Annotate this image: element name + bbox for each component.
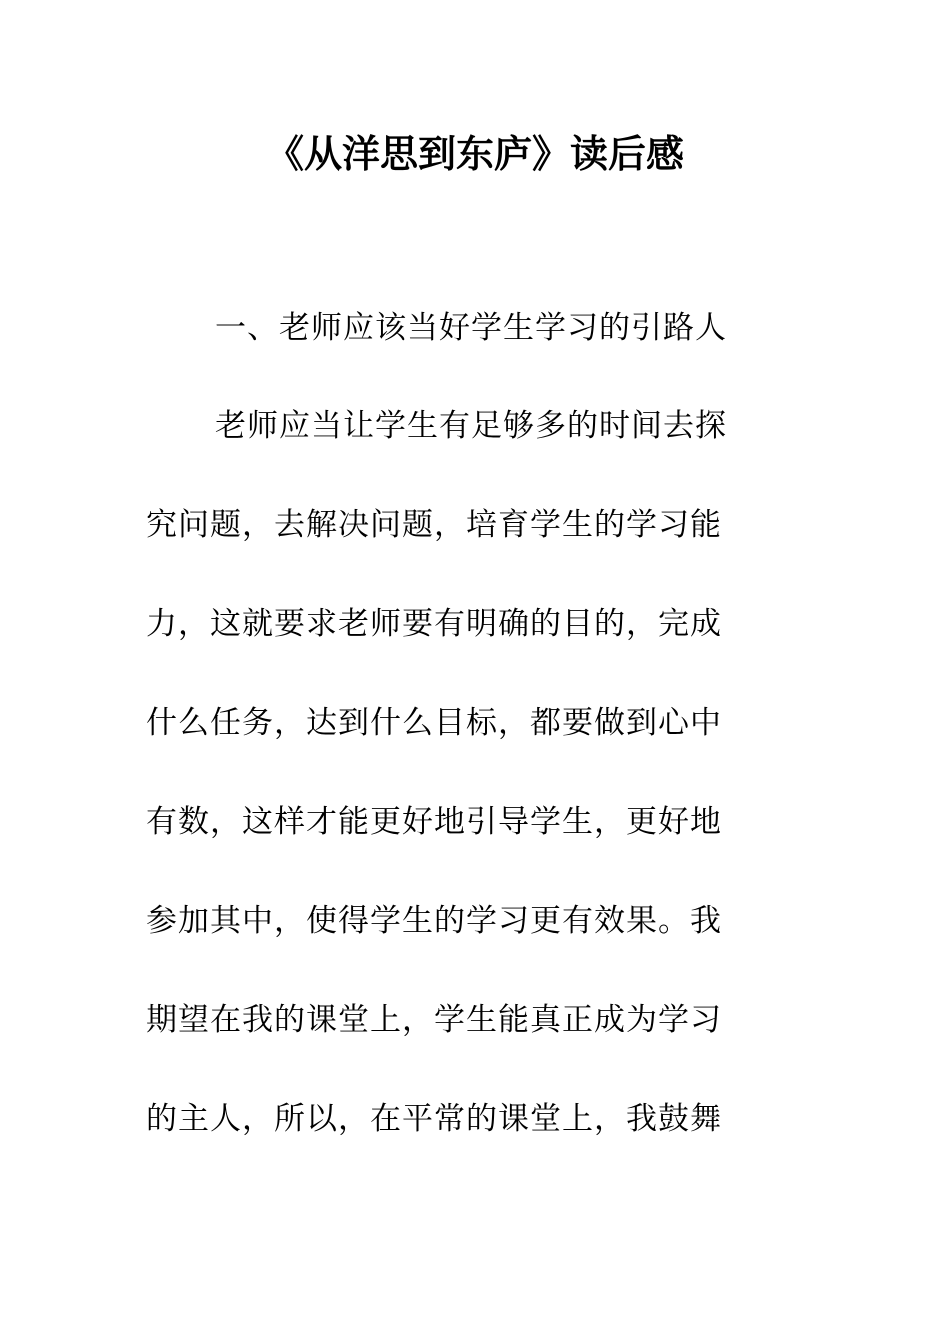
paragraph-line-6: 参加其中，使得学生的学习更有效果。我 [146,903,722,939]
paragraph-line-5: 有数，这样才能更好地引导学生，更好地 [146,804,722,840]
section-heading: 一、老师应该当好学生学习的引路人 [215,310,727,346]
paragraph-line-3: 力，这就要求老师要有明确的目的，完成 [146,606,722,642]
paragraph-line-2: 究问题，去解决问题，培育学生的学习能 [146,507,722,543]
paragraph-line-4: 什么任务，达到什么目标，都要做到心中 [146,705,722,741]
document-title: 《从洋思到东庐》读后感 [265,131,684,176]
paragraph-line-8: 的主人，所以，在平常的课堂上，我鼓舞 [146,1101,722,1137]
paragraph-line-1: 老师应当让学生有足够多的时间去探 [215,408,727,444]
paragraph-line-7: 期望在我的课堂上，学生能真正成为学习 [146,1002,722,1038]
